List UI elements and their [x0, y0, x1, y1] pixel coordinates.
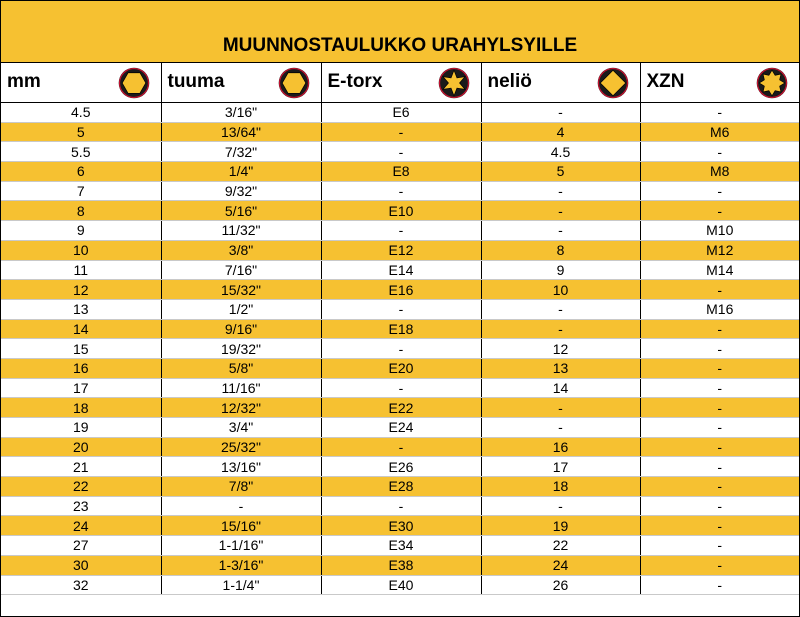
table-row	[1, 260, 799, 280]
cell-nelio: -	[481, 201, 640, 221]
cell-nelio: 4.5	[481, 142, 640, 162]
cell-xzn: -	[640, 319, 799, 339]
cell-mm: 14	[1, 319, 161, 339]
cell-tuuma: 7/16"	[161, 260, 321, 280]
cell-tuuma: 1-3/16"	[161, 555, 321, 575]
table-row	[1, 536, 799, 556]
cell-tuuma: 1-1/16"	[161, 536, 321, 556]
cell-tuuma: 13/64"	[161, 122, 321, 142]
cell-mm: 18	[1, 398, 161, 418]
cell-nelio: 19	[481, 516, 640, 536]
cell-e-torx: E22	[321, 398, 481, 418]
cell-nelio: 10	[481, 280, 640, 300]
cell-xzn: M6	[640, 122, 799, 142]
cell-xzn: M16	[640, 299, 799, 319]
cell-tuuma: 13/16"	[161, 457, 321, 477]
cell-mm: 6	[1, 162, 161, 182]
table-row	[1, 339, 799, 359]
cell-tuuma: 5/8"	[161, 358, 321, 378]
cell-xzn: -	[640, 280, 799, 300]
page-title: MUUNNOSTAULUKKO URAHYLSYILLE	[1, 1, 799, 63]
cell-e-torx: E40	[321, 575, 481, 595]
table-row	[1, 280, 799, 300]
cell-xzn: -	[640, 575, 799, 595]
cell-mm: 27	[1, 536, 161, 556]
cell-mm: 17	[1, 378, 161, 398]
cell-nelio: 5	[481, 162, 640, 182]
cell-nelio: -	[481, 299, 640, 319]
column-header-tuuma	[161, 63, 321, 103]
cell-xzn: -	[640, 536, 799, 556]
cell-mm: 13	[1, 299, 161, 319]
cell-nelio: -	[481, 221, 640, 241]
cell-tuuma: 3/8"	[161, 240, 321, 260]
cell-nelio: 24	[481, 555, 640, 575]
cell-e-torx: E14	[321, 260, 481, 280]
cell-tuuma: 9/16"	[161, 319, 321, 339]
cell-e-torx: E18	[321, 319, 481, 339]
cell-mm: 32	[1, 575, 161, 595]
table-row	[1, 496, 799, 516]
cell-e-torx: -	[321, 496, 481, 516]
table-row	[1, 457, 799, 477]
cell-xzn: -	[640, 477, 799, 497]
cell-xzn: -	[640, 201, 799, 221]
table-row	[1, 437, 799, 457]
cell-tuuma: 5/16"	[161, 201, 321, 221]
cell-nelio: -	[481, 181, 640, 201]
column-header-e-torx	[321, 63, 481, 103]
cell-xzn: -	[640, 339, 799, 359]
cell-xzn: -	[640, 437, 799, 457]
table-row	[1, 319, 799, 339]
table-row	[1, 418, 799, 438]
cell-e-torx: E38	[321, 555, 481, 575]
table-row	[1, 378, 799, 398]
column-header-label: tuuma	[167, 71, 225, 93]
cell-e-torx: -	[321, 299, 481, 319]
column-header-mm	[1, 63, 161, 103]
cell-tuuma: 1/4"	[161, 162, 321, 182]
column-header-label: XZN	[646, 71, 685, 93]
cell-mm: 30	[1, 555, 161, 575]
hexagon-icon	[117, 66, 151, 100]
table-row	[1, 181, 799, 201]
cell-mm: 21	[1, 457, 161, 477]
cell-xzn: -	[640, 142, 799, 162]
cell-e-torx: E30	[321, 516, 481, 536]
cell-e-torx: E6	[321, 103, 481, 123]
table-row	[1, 162, 799, 182]
table-row	[1, 575, 799, 595]
table-row	[1, 516, 799, 536]
spline-icon	[755, 66, 789, 100]
cell-nelio: 13	[481, 358, 640, 378]
conversion-table	[1, 63, 799, 595]
cell-nelio: 9	[481, 260, 640, 280]
table-row	[1, 299, 799, 319]
cell-xzn: M10	[640, 221, 799, 241]
cell-e-torx: E20	[321, 358, 481, 378]
cell-tuuma: -	[161, 496, 321, 516]
cell-e-torx: E16	[321, 280, 481, 300]
cell-tuuma: 7/32"	[161, 142, 321, 162]
cell-nelio: 16	[481, 437, 640, 457]
column-header-label: mm	[7, 71, 41, 93]
cell-mm: 20	[1, 437, 161, 457]
column-header-label: E-torx	[327, 71, 383, 93]
cell-tuuma: 1-1/4"	[161, 575, 321, 595]
cell-tuuma: 9/32"	[161, 181, 321, 201]
cell-xzn: -	[640, 555, 799, 575]
cell-e-torx: -	[321, 142, 481, 162]
cell-tuuma: 7/8"	[161, 477, 321, 497]
cell-nelio: 22	[481, 536, 640, 556]
cell-mm: 5	[1, 122, 161, 142]
cell-nelio: 12	[481, 339, 640, 359]
cell-e-torx: -	[321, 221, 481, 241]
cell-xzn: -	[640, 378, 799, 398]
cell-mm: 8	[1, 201, 161, 221]
cell-e-torx: E12	[321, 240, 481, 260]
cell-mm: 9	[1, 221, 161, 241]
table-body	[1, 103, 799, 595]
cell-tuuma: 3/16"	[161, 103, 321, 123]
cell-e-torx: -	[321, 437, 481, 457]
cell-e-torx: E28	[321, 477, 481, 497]
cell-xzn: M8	[640, 162, 799, 182]
table-row	[1, 477, 799, 497]
cell-e-torx: E8	[321, 162, 481, 182]
cell-mm: 4.5	[1, 103, 161, 123]
table-row	[1, 201, 799, 221]
cell-nelio: 8	[481, 240, 640, 260]
column-header-label: neliö	[487, 71, 532, 93]
cell-xzn: -	[640, 457, 799, 477]
cell-tuuma: 11/16"	[161, 378, 321, 398]
cell-tuuma: 11/32"	[161, 221, 321, 241]
cell-mm: 24	[1, 516, 161, 536]
cell-nelio: -	[481, 319, 640, 339]
cell-xzn: -	[640, 358, 799, 378]
cell-mm: 15	[1, 339, 161, 359]
cell-e-torx: E10	[321, 201, 481, 221]
table-row	[1, 358, 799, 378]
cell-xzn: -	[640, 181, 799, 201]
star-icon	[437, 66, 471, 100]
table-header-row	[1, 63, 799, 103]
cell-nelio: 18	[481, 477, 640, 497]
cell-tuuma: 1/2"	[161, 299, 321, 319]
cell-xzn: -	[640, 496, 799, 516]
column-header-xzn	[640, 63, 799, 103]
column-header-nelio	[481, 63, 640, 103]
cell-mm: 10	[1, 240, 161, 260]
table-row	[1, 122, 799, 142]
table-row	[1, 398, 799, 418]
hexagon-icon	[277, 66, 311, 100]
cell-tuuma: 3/4"	[161, 418, 321, 438]
cell-e-torx: -	[321, 181, 481, 201]
table-row	[1, 142, 799, 162]
cell-nelio: -	[481, 496, 640, 516]
table-row	[1, 103, 799, 123]
cell-xzn: M12	[640, 240, 799, 260]
cell-e-torx: -	[321, 378, 481, 398]
cell-tuuma: 25/32"	[161, 437, 321, 457]
cell-xzn: -	[640, 103, 799, 123]
cell-e-torx: E26	[321, 457, 481, 477]
square-icon	[596, 66, 630, 100]
cell-e-torx: -	[321, 339, 481, 359]
cell-mm: 11	[1, 260, 161, 280]
table-row	[1, 240, 799, 260]
cell-tuuma: 15/16"	[161, 516, 321, 536]
cell-tuuma: 12/32"	[161, 398, 321, 418]
cell-e-torx: E24	[321, 418, 481, 438]
cell-mm: 5.5	[1, 142, 161, 162]
cell-nelio: 4	[481, 122, 640, 142]
cell-mm: 16	[1, 358, 161, 378]
table-row	[1, 221, 799, 241]
cell-nelio: 26	[481, 575, 640, 595]
cell-nelio: -	[481, 398, 640, 418]
cell-xzn: -	[640, 418, 799, 438]
cell-mm: 7	[1, 181, 161, 201]
cell-nelio: -	[481, 418, 640, 438]
cell-mm: 19	[1, 418, 161, 438]
cell-xzn: -	[640, 398, 799, 418]
cell-mm: 23	[1, 496, 161, 516]
cell-nelio: 14	[481, 378, 640, 398]
cell-nelio: 17	[481, 457, 640, 477]
cell-xzn: -	[640, 516, 799, 536]
cell-mm: 12	[1, 280, 161, 300]
table-row	[1, 555, 799, 575]
cell-e-torx: -	[321, 122, 481, 142]
cell-e-torx: E34	[321, 536, 481, 556]
cell-tuuma: 15/32"	[161, 280, 321, 300]
cell-xzn: M14	[640, 260, 799, 280]
cell-tuuma: 19/32"	[161, 339, 321, 359]
cell-mm: 22	[1, 477, 161, 497]
cell-nelio: -	[481, 103, 640, 123]
